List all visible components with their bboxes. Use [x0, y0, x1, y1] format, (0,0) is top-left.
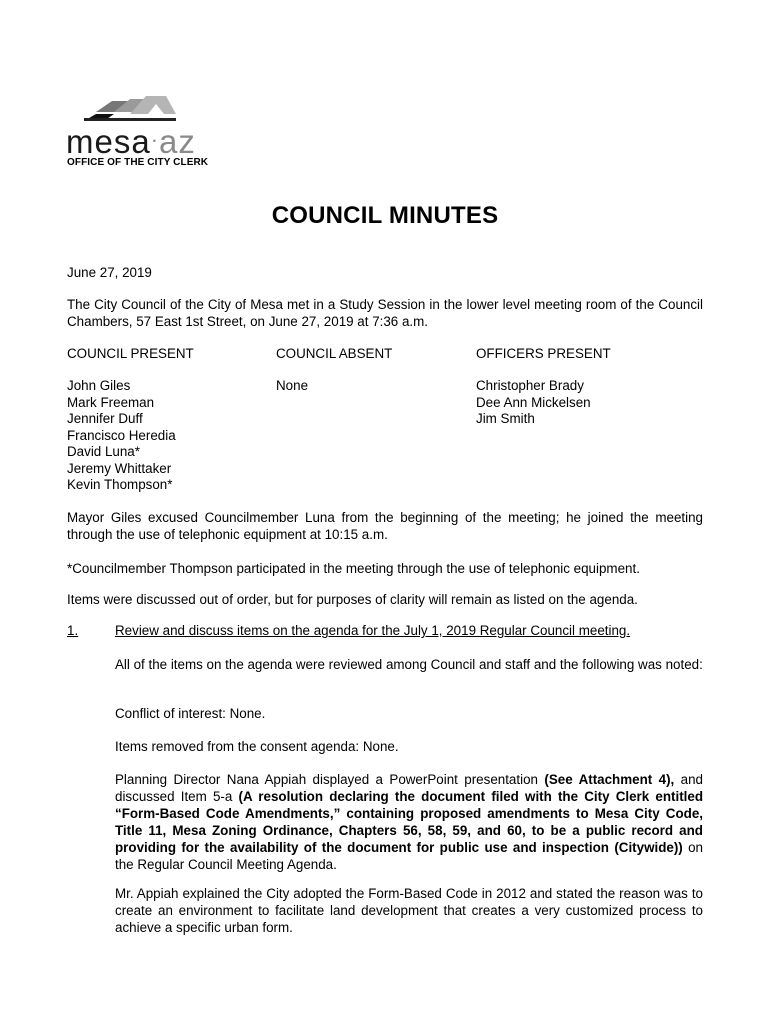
council-absent-heading: COUNCIL ABSENT	[276, 346, 393, 361]
list-item: None	[276, 378, 309, 393]
list-item: John Giles	[67, 378, 131, 393]
luna-note: Mayor Giles excused Councilmember Luna from the beginning of the meeting; he joined the meeting through the use of telephonic equipment at 10:15 a.m.	[67, 510, 703, 542]
logo-wordmark: mesa·az	[66, 123, 196, 160]
reviewed-paragraph: All of the items on the agenda were reviewed among Council and staff and the following was noted:	[115, 657, 703, 672]
office-label: OFFICE OF THE CITY CLERK	[67, 157, 209, 168]
officers-present-heading: OFFICERS PRESENT	[476, 346, 611, 361]
item-number: 1.	[67, 623, 79, 638]
list-item: Jim Smith	[476, 411, 535, 426]
thompson-note: *Councilmember Thompson participated in the meeting through the use of telephonic equipment.	[67, 561, 640, 576]
removed-paragraph: Items removed from the consent agenda: None.	[115, 739, 399, 754]
council-present-heading: COUNCIL PRESENT	[67, 346, 194, 361]
officers-present-list	[476, 378, 591, 428]
order-note: Items were discussed out of order, but for purposes of clarity will remain as listed on the agenda.	[67, 592, 638, 607]
mesa-logo-mark-icon	[84, 92, 180, 122]
list-item: Jennifer Duff	[67, 411, 143, 426]
item-title: Review and discuss items on the agenda for the July 1, 2019 Regular Council meeting.	[115, 623, 631, 638]
list-item: Mark Freeman	[67, 394, 155, 410]
list-item: Kevin Thompson*	[67, 477, 173, 492]
intro-paragraph: The City Council of the City of Mesa met in a Study Session in the lower level meeting room of the Council Chambers, 57 East 1st Street, on June 27, 2019 at 7:36 a.m.	[67, 297, 703, 329]
page-title: COUNCIL MINUTES	[271, 202, 499, 229]
appiah-paragraph: Mr. Appiah explained the City adopted the Form-Based Code in 2012 and stated the reason was to create an environment to facilitate land development that creates a very customized process to achieve a specific urban form.	[115, 886, 703, 935]
planning-paragraph: Planning Director Nana Appiah displayed a PowerPoint presentation (See Attachment 4), and discussed Item 5-a (A resolution declaring the document filed with the City Clerk entitled “Form-Based Code Amendments,” containing proposed amendments to Mesa City Code, Title 11, Mesa Zoning Ordinance, Chapters 56, 58, 59, and 60, to be a public record and providing for the availability of the document for public use and inspection (Citywide)) on the Regular Council Meeting Agenda.	[115, 772, 704, 872]
list-item: Francisco Heredia	[67, 427, 176, 443]
meeting-date: June 27, 2019	[67, 265, 152, 280]
list-item: David Luna*	[67, 444, 140, 459]
council-present-list	[67, 378, 176, 494]
list-item: Christopher Brady	[476, 378, 584, 393]
list-item: Dee Ann Mickelsen	[476, 394, 591, 410]
council-absent-list	[276, 378, 308, 395]
conflict-paragraph: Conflict of interest: None.	[115, 706, 266, 721]
list-item: Jeremy Whittaker	[67, 460, 172, 476]
